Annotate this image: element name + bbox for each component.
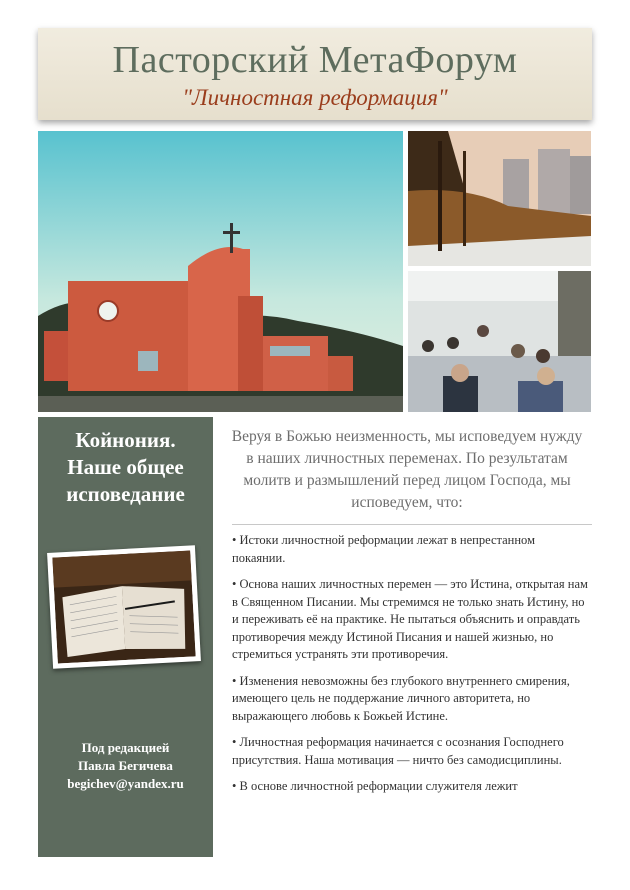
sidebar-heading [38,427,213,508]
list-item: • Изменения невозможны без глубокого внутреннего смирения, имеющего цель не поддержание личного авторитета, но выражающего любовь к Божьей Истине. [232,673,570,723]
page-title: Пасторский МетаФорум [112,39,518,81]
sidebar-heading-line: исповедание [66,482,185,506]
church-photo [38,131,403,412]
editor-line: Под редакцией [81,740,170,755]
list-item: • Личностная реформация начинается с осознания Господнего присутствия. Наша мотивация — ничто без самодисциплины. [232,735,564,767]
divider [232,524,592,525]
sidebar-heading-line: Наше общее [67,455,184,479]
editor-credit [38,739,213,793]
list-item: • Истоки личностной реформации лежат в непрестанном покаянии. [232,533,535,565]
editor-name: Павла Бегичева [78,758,173,773]
sidebar [38,417,213,857]
intro-paragraph: Веруя в Божью неизменность, мы исповедуем нужду в наших личностных переменах. По результатам молитв и размышлений перед лицом Господа, мы исповедуем, что: [231,428,583,511]
title-banner [38,28,592,120]
editor-email: begichev@yandex.ru [67,776,184,791]
page-subtitle: "Личностная реформация" [182,85,448,110]
sidebar-heading-line: Койнония. [75,428,176,452]
list-item: • Основа наших личностных перемен — это Истина, открытая нам в Священном Писании. Мы стремимся не только знать Истину, но и переживать её на практике. Не пытаться объяснить и оправдать противоречия между Истиной Писания и нашей жизнью, но стремиться устранять эти противоречия. [232,577,588,661]
bible-photo [47,545,201,669]
meeting-room-photo [408,271,591,412]
confession-list [232,532,590,805]
list-item: • В основе личностной реформации служителя лежит [232,779,518,793]
forest-photo [408,131,591,266]
